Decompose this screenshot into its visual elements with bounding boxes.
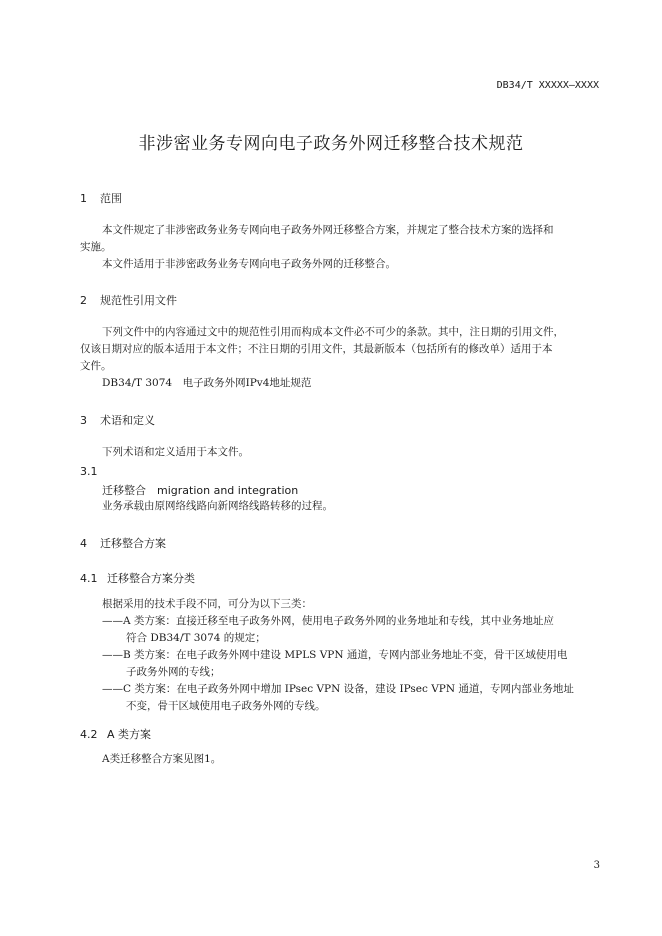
- subsection-number: 4.1: [80, 572, 98, 585]
- section-4-heading: [80, 535, 166, 551]
- section-1-heading: [80, 190, 122, 206]
- subsection-title: 迁移整合方案分类: [107, 572, 195, 585]
- section-1-paragraph-2: 本文件适用于非涉密政务业务专网向电子政务外网的迁移整合。: [102, 258, 396, 270]
- list-item-b-line-1: ——B 类方案：在电子政务外网中建设 MPLS VPN 通道，专网内部业务地址不变，骨干区域使用电: [102, 649, 568, 661]
- subsection-4-2-heading: [80, 726, 151, 742]
- section-title: 范围: [100, 192, 122, 205]
- page-number: 3: [593, 860, 600, 871]
- section-1-paragraph-1-line-2: 实施。: [80, 241, 112, 253]
- section-2-heading: [80, 292, 177, 308]
- term-number: 3.1: [80, 465, 98, 478]
- document-title: 非涉密业务专网向电子政务外网迁移整合技术规范: [138, 134, 524, 154]
- list-item-b-line-2: 子政务外网的专线；: [126, 666, 221, 678]
- section-1-paragraph-1-line-1: 本文件规定了非涉密政务业务专网向电子政务外网迁移整合方案，并规定了整合技术方案的选择和: [102, 224, 554, 236]
- section-title: 规范性引用文件: [100, 294, 177, 307]
- section-2-paragraph-line-2: 仅该日期对应的版本适用于本文件；不注日期的引用文件，其最新版本（包括所有的修改单）适用于本: [80, 343, 553, 355]
- section-number: 2: [80, 294, 87, 307]
- section-title: 迁移整合方案: [100, 537, 166, 550]
- section-number: 1: [80, 192, 87, 205]
- list-item-a-line-1: ——A 类方案：直接迁移至电子政务外网，使用电子政务外网的业务地址和专线，其中业务地址应: [102, 615, 554, 627]
- section-title: 术语和定义: [100, 414, 155, 427]
- subsection-4-2-paragraph: A类迁移整合方案见图1。: [102, 753, 222, 765]
- subsection-4-1-intro: 根据采用的技术手段不同，可分为以下三类：: [102, 598, 312, 610]
- subsection-title: A 类方案: [107, 728, 152, 741]
- list-item-c-line-1: ——C 类方案：在电子政务外网中增加 IPsec VPN 设备，建设 IPsec VPN 通道，专网内部业务地址: [102, 683, 574, 695]
- section-number: 3: [80, 414, 87, 427]
- list-item-c-line-2: 不变，骨干区域使用电子政务外网的专线。: [126, 700, 326, 712]
- normative-reference: DB34/T 3074 电子政务外网IPv4地址规范: [102, 377, 312, 389]
- section-3-heading: [80, 412, 155, 428]
- document-code: DB34/T XXXXX—XXXX: [496, 80, 599, 91]
- term-title: 迁移整合 migration and integration: [102, 484, 299, 497]
- section-number: 4: [80, 537, 87, 550]
- subsection-4-1-heading: [80, 570, 195, 586]
- term-definition: 业务承载由原网络线路向新网络线路转移的过程。: [102, 500, 333, 512]
- section-2-paragraph-line-1: 下列文件中的内容通过文中的规范性引用而构成本文件必不可少的条款。其中，注日期的引用文件，: [102, 326, 564, 338]
- list-item-a-line-2: 符合 DB34/T 3074 的规定；: [126, 632, 266, 644]
- section-3-intro: 下列术语和定义适用于本文件。: [102, 446, 249, 458]
- subsection-number: 4.2: [80, 728, 98, 741]
- section-2-paragraph-line-3: 文件。: [80, 360, 112, 372]
